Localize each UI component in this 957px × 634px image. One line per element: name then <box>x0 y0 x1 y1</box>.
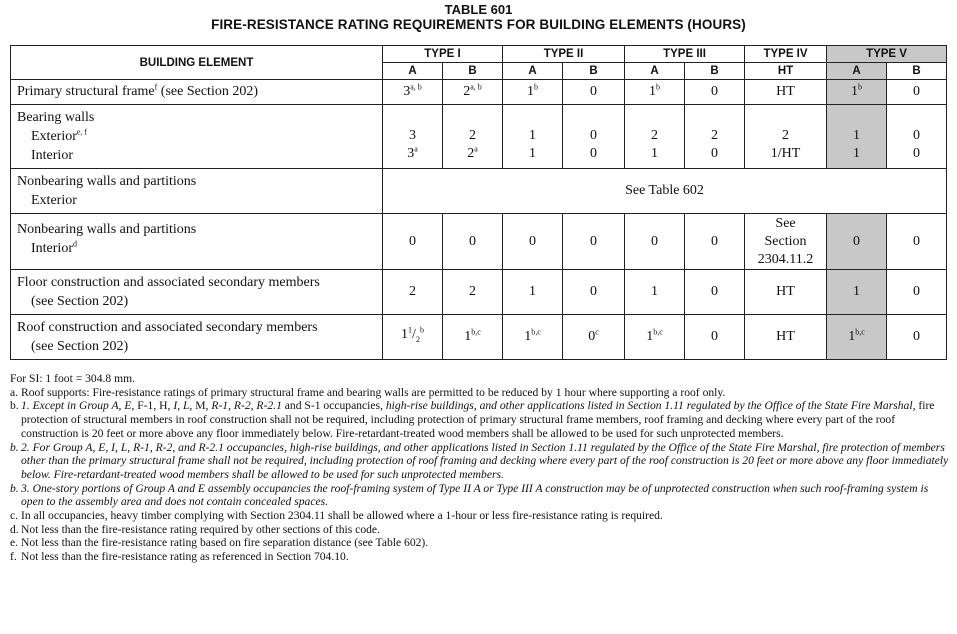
cell-value: 1$^{b,c}$ <box>503 315 563 360</box>
cell-value: 3$^{a, b}$ <box>383 80 443 105</box>
cell-value: 0 <box>887 315 947 360</box>
footnote-a: a. Roof supports: Fire-resistance ratings of primary structural frame and bearing walls are permitted to be reduced by 1 hour where supporting a roof only. <box>10 385 726 399</box>
row-label: Nonbearing walls and partitions Exterior <box>11 169 383 214</box>
cell-value: 1$^b$ <box>625 80 685 105</box>
cell-value: See Section 2304.11.2 <box>745 214 827 270</box>
row-bearing-walls <box>11 105 947 169</box>
row-label: Floor construction and associated secondary members (see Section 202) <box>11 270 383 315</box>
header-building-element: BUILDING ELEMENT <box>11 46 383 80</box>
cell-value: 0 <box>685 270 745 315</box>
header-sub: A <box>383 63 443 80</box>
footnote-d: d. Not less than the fire-resistance rating required by other sections of this code. <box>10 522 380 536</box>
cell-value: 0 <box>625 214 685 270</box>
header-type-v: TYPE V <box>827 46 947 63</box>
cell-value: 2 <box>383 270 443 315</box>
header-type-iii: TYPE III <box>625 46 745 63</box>
cell-value: 0 <box>503 214 563 270</box>
cell-value: 1 <box>625 270 685 315</box>
cell-value: 0$^c$ <box>563 315 625 360</box>
header-sub: B <box>563 63 625 80</box>
si-note: For SI: 1 foot = 304.8 mm. <box>10 372 136 385</box>
row-label: Bearing walls Exterior$^{e, f}$ Interior <box>11 105 383 169</box>
cell-value: HT <box>745 80 827 105</box>
cell-value: 1 <box>503 270 563 315</box>
table-title: FIRE-RESISTANCE RATING REQUIREMENTS FOR BUILDING ELEMENTS (HOURS) <box>211 17 746 32</box>
cell-value: 1 <box>827 270 887 315</box>
header-sub: A <box>625 63 685 80</box>
cell-value: 2 <box>443 270 503 315</box>
cell-value: 1$^b$ <box>827 80 887 105</box>
cell-value: 0 <box>383 214 443 270</box>
header-type-iv: TYPE IV <box>745 46 827 63</box>
cell-value: 0 0 <box>563 105 625 169</box>
header-sub: B <box>685 63 745 80</box>
header-sub: B <box>887 63 947 80</box>
header-sub: HT <box>745 63 827 80</box>
cell-value: 1$^{b,c}$ <box>443 315 503 360</box>
header-sub: A <box>827 63 887 80</box>
footnote-e: e. Not less than the fire-resistance rating based on fire separation distance (see Table 602). <box>10 536 429 550</box>
cell-value: 1 1 <box>503 105 563 169</box>
row-floor-construction <box>11 270 947 315</box>
cell-value: 0 <box>685 80 745 105</box>
cell-value: $1^1/_2^b$ <box>383 315 443 360</box>
cell-value: 0 <box>827 214 887 270</box>
row-primary-structural-frame <box>11 80 947 105</box>
header-sub: B <box>443 63 503 80</box>
header-type-ii: TYPE II <box>503 46 625 63</box>
footnotes <box>10 372 950 564</box>
cell-value: 2 1 <box>625 105 685 169</box>
footnote-b2: b. 2. For Group A, E, I, L, R-1, R-2, and R-2.1 occupancies, high-rise buildings, and other applications listed in Section 1.11 regulated by the Office of the State Fire Marshal, fire protection of members other than the primary structural frame shall not be required, including protection of roof framing and decking where every part of the roof construction is 20 feet or more above any floor immediately below. Fire-retardant-treated wood members shall be allowed to be used for such unprotected members. <box>10 440 949 481</box>
cell-value: 0 <box>563 214 625 270</box>
cell-value: 2 1/HT <box>745 105 827 169</box>
cell-value: 2 0 <box>685 105 745 169</box>
row-nonbearing-exterior <box>11 169 947 214</box>
cell-value: 0 <box>887 80 947 105</box>
header-row-types <box>11 46 947 63</box>
row-label: Primary structural frame$^f$ (see Section 202) <box>11 80 383 105</box>
header-sub: A <box>503 63 563 80</box>
fire-rating-table <box>10 45 947 360</box>
cell-value: 1 1 <box>827 105 887 169</box>
cell-value: 2$^{a, b}$ <box>443 80 503 105</box>
row-nonbearing-interior <box>11 214 947 270</box>
cell-value: 0 0 <box>887 105 947 169</box>
cell-value: 0 <box>887 270 947 315</box>
row-roof-construction <box>11 315 947 360</box>
cell-value: 2 2$^a$ <box>443 105 503 169</box>
cell-value: 0 <box>887 214 947 270</box>
see-table-602-cell: See Table 602 <box>383 169 947 214</box>
cell-value: 0 <box>563 80 625 105</box>
header-type-i: TYPE I <box>383 46 503 63</box>
row-label: Nonbearing walls and partitions Interior$^d$ <box>11 214 383 270</box>
cell-value: 0 <box>563 270 625 315</box>
cell-value: HT <box>745 270 827 315</box>
cell-value: HT <box>745 315 827 360</box>
cell-value: 1$^{b,c}$ <box>625 315 685 360</box>
cell-value: 0 <box>685 315 745 360</box>
cell-value: 0 <box>685 214 745 270</box>
row-label: Roof construction and associated secondary members (see Section 202) <box>11 315 383 360</box>
footnote-b3: b. 3. One-story portions of Group A and E assembly occupancies the roof-framing system of Type II A or Type III A construction may be of unprotected construction when such roof-framing system is open to the assembly area and does not contain concealed spaces. <box>10 481 929 509</box>
cell-value: 1$^b$ <box>503 80 563 105</box>
cell-value: 3 3$^a$ <box>383 105 443 169</box>
cell-value: 0 <box>443 214 503 270</box>
footnote-c: c. In all occupancies, heavy timber complying with Section 2304.11 shall be allowed where a 1-hour or less fire-resistance rating is required. <box>10 509 663 523</box>
cell-value: 1$^{b,c}$ <box>827 315 887 360</box>
table-number: TABLE 601 <box>444 2 513 17</box>
footnote-b1: b. 1. Except in Group A, E, F-1, H, I, L, M, R-1, R-2, R-2.1 and S-1 occupancies, high-rise buildings, and other applications listed in Section 1.11 regulated by the Office of the State Fire Marshal, fire protection of structural members in roof construction shall not be required, including protection of primary structural frame members, roof framing and decking where every part of the roof construction is 20 feet or more above any floor immediately below. Fire-retardant-treated wood members shall be allowed to be used for such unprotected members. <box>10 399 935 440</box>
footnote-f: f. Not less than the fire-resistance rating as referenced in Section 704.10. <box>10 550 349 564</box>
